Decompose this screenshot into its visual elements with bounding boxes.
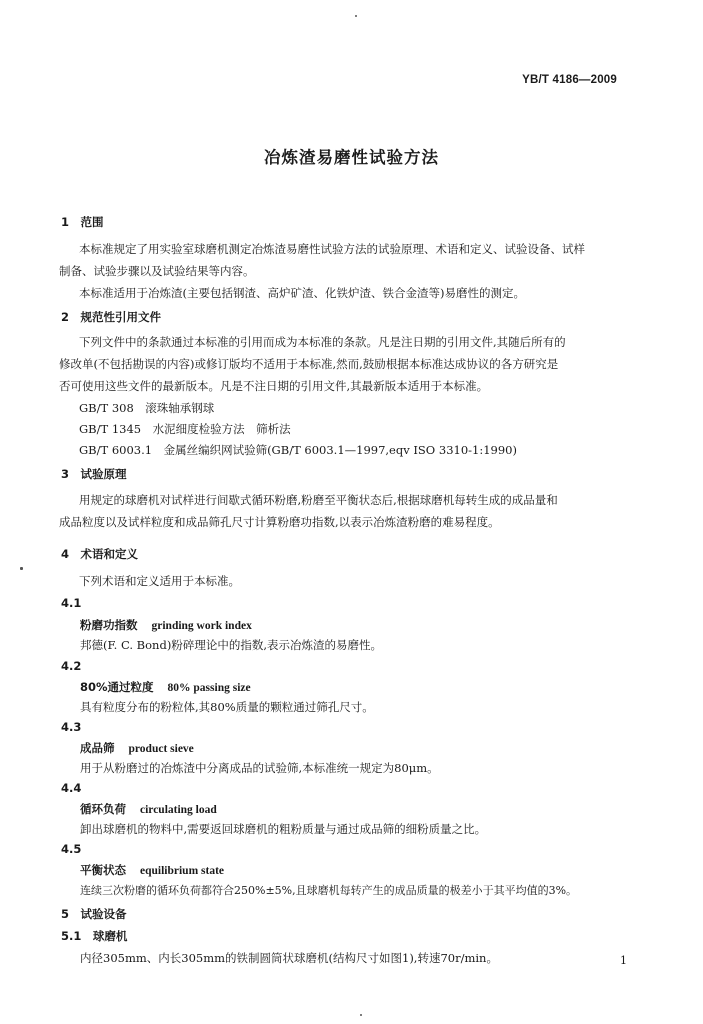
term-zh: 循环负荷 [80,802,126,816]
clause-4-5-number: 4.5 [61,842,82,856]
definition-4-3: 用于从粉磨过的冶炼渣中分离成品的试验筛,本标准统一规定为80μm。 [80,761,439,775]
term-en: product sieve [128,743,194,755]
section-3-heading: 3 试验原理 [61,467,127,481]
standard-number: YB/T 4186—2009 [522,74,617,86]
definition-4-4: 卸出球磨机的物料中,需要返回球磨机的粗粉质量与通过成品筛的细粉质量之比。 [80,822,487,836]
term-4-5 [80,862,224,878]
reference-gbt308: GB/T 308 滚珠轴承钢球 [79,401,215,415]
s2-paragraph-1-cont: 修改单(不包括勘误的内容)或修订版均不适用于本标准,然而,鼓励根据本标准达成协议的各方研究是 [59,357,559,371]
scan-speck [20,567,23,570]
clause-5-1-heading: 5.1 球磨机 [61,929,128,943]
term-zh: 成品筛 [80,741,115,755]
term-en: circulating load [140,804,217,816]
definition-4-5: 连续三次粉磨的循环负荷都符合250%±5%,且球磨机每转产生的成品质量的极差小于其平均值的3%。 [80,884,578,897]
term-en: grinding work index [151,620,252,632]
s3-paragraph-1-cont: 成品粒度以及试样粒度和成品筛孔尺寸计算粉磨功指数,以表示冶炼渣粉磨的难易程度。 [59,515,500,529]
term-zh: 80%通过粒度 [80,680,154,694]
term-4-1 [80,617,252,633]
section-5-heading: 5 试验设备 [61,907,127,921]
definition-4-1: 邦德(F. C. Bond)粉碎理论中的指数,表示冶炼渣的易磨性。 [80,638,382,652]
s1-paragraph-2: 本标准适用于冶炼渣(主要包括钢渣、高炉矿渣、化铁炉渣、铁合金渣等)易磨性的测定。 [79,286,525,300]
clause-4-1-number: 4.1 [61,596,82,610]
term-4-3 [80,740,194,756]
scan-speck [360,1014,362,1016]
clause-4-2-number: 4.2 [61,659,82,673]
term-en: 80% passing size [167,682,251,694]
s4-intro: 下列术语和定义适用于本标准。 [79,574,240,588]
s5-1-paragraph: 内径305mm、内长305mm的铁制圆筒状球磨机(结构尺寸如图1),转速70r/min。 [80,951,498,965]
definition-4-2: 具有粒度分布的粉粒体,其80%质量的颗粒通过筛孔尺寸。 [80,700,374,714]
term-en: equilibrium state [140,865,225,877]
term-zh: 粉磨功指数 [80,618,138,632]
document-title: 冶炼渣易磨性试验方法 [264,148,439,167]
s2-paragraph-1: 下列文件中的条款通过本标准的引用而成为本标准的条款。凡是注日期的引用文件,其随后所有的 [79,335,566,349]
clause-4-3-number: 4.3 [61,720,82,734]
clause-4-4-number: 4.4 [61,781,82,795]
section-4-heading: 4 术语和定义 [61,547,139,561]
s3-paragraph-1: 用规定的球磨机对试样进行间歇式循环粉磨,粉磨至平衡状态后,根据球磨机每转生成的成品量和 [79,493,558,507]
section-2-heading: 2 规范性引用文件 [61,310,162,324]
term-zh: 平衡状态 [80,863,126,877]
s1-paragraph-1: 本标准规定了用实验室球磨机测定冶炼渣易磨性试验方法的试验原理、术语和定义、试验设备、试样 [79,242,585,256]
scan-speck [355,15,357,17]
term-4-4 [80,801,217,817]
s1-paragraph-1-cont: 制备、试验步骤以及试验结果等内容。 [59,264,255,278]
page-number: 1 [620,954,627,967]
section-1-heading: 1 范围 [61,215,104,229]
reference-gbt1345: GB/T 1345 水泥细度检验方法 筛析法 [79,422,291,436]
s2-paragraph-1-cont2: 否可使用这些文件的最新版本。凡是不注日期的引用文件,其最新版本适用于本标准。 [59,379,489,393]
reference-gbt6003: GB/T 6003.1 金属丝编织网试验筛(GB/T 6003.1—1997,eqv ISO 3310-1:1990) [79,443,517,457]
term-4-2 [80,679,251,695]
